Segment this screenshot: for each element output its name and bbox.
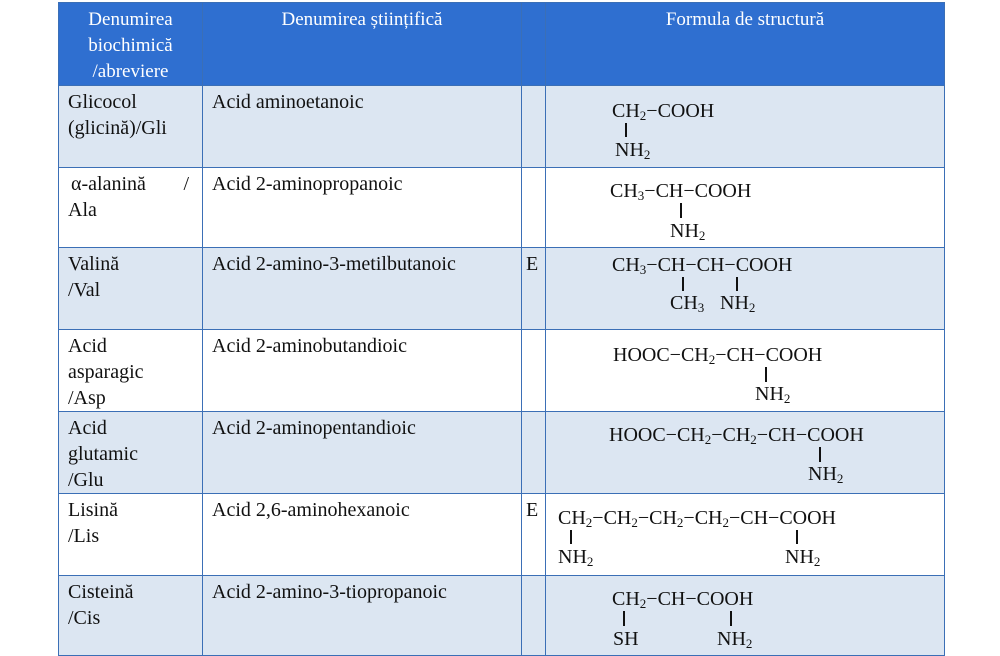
trivial-name-cell bbox=[59, 576, 203, 656]
note-cell: E bbox=[522, 494, 546, 576]
trivial-name-cell bbox=[59, 168, 203, 248]
bond-line bbox=[819, 447, 821, 462]
trivial-name: Valină bbox=[68, 253, 120, 275]
header-line: /abreviere bbox=[92, 61, 169, 82]
trivial-name: /Glu bbox=[68, 469, 104, 491]
trivial-name: glutamic bbox=[68, 443, 138, 465]
formula-main: $CH_2-CH-COOH$ bbox=[612, 588, 754, 611]
formula-substituent: $NH_2$ bbox=[717, 628, 753, 651]
formula-substituent: $NH_2$ bbox=[720, 292, 756, 315]
formula-substituent: $NH_2$ bbox=[808, 463, 844, 486]
bond-line bbox=[570, 530, 572, 544]
scientific-name-cell: Acid 2-aminobutandioic bbox=[203, 330, 522, 412]
bond-line bbox=[623, 611, 625, 626]
scientific-name-cell: Acid aminoetanoic bbox=[203, 86, 522, 168]
trivial-name: asparagic bbox=[68, 361, 144, 383]
formula-main: $HOOC-CH_2-CH_2-CH-COOH$ bbox=[609, 424, 864, 447]
scientific-name-cell: Acid 2,6-aminohexanoic bbox=[203, 494, 522, 576]
formula-cell bbox=[546, 168, 945, 248]
table-row bbox=[59, 248, 945, 330]
table-row bbox=[59, 576, 945, 656]
header-line: Denumirea bbox=[88, 9, 173, 30]
note-cell bbox=[522, 86, 546, 168]
bond-line bbox=[796, 530, 798, 544]
note-cell bbox=[522, 412, 546, 494]
trivial-name: Glicocol bbox=[68, 91, 137, 113]
trivial-name: /Cis bbox=[68, 607, 101, 629]
formula-substituent: $NH_2$ bbox=[785, 546, 821, 569]
scientific-name-cell: Acid 2-amino-3-metilbutanoic bbox=[203, 248, 522, 330]
formula-substituent: $NH_2$ bbox=[755, 383, 791, 406]
formula-cell bbox=[546, 248, 945, 330]
formula-cell bbox=[546, 330, 945, 412]
formula-substituent: $NH_2$ bbox=[670, 220, 706, 243]
header-formula: Formula de structură bbox=[546, 3, 945, 86]
trivial-name: /Asp bbox=[68, 387, 106, 409]
header-line: biochimică bbox=[88, 35, 173, 56]
header-scientific-name: Denumirea științifică bbox=[203, 3, 522, 86]
formula-cell bbox=[546, 576, 945, 656]
trivial-name-line bbox=[68, 171, 194, 197]
trivial-name: α-alanină bbox=[71, 173, 146, 195]
bond-line bbox=[765, 367, 767, 382]
header-trivial-name bbox=[59, 3, 203, 86]
table-row bbox=[59, 412, 945, 494]
table-row bbox=[59, 86, 945, 168]
trivial-name-cell bbox=[59, 412, 203, 494]
formula-main: $HOOC-CH_2-CH-COOH$ bbox=[613, 344, 823, 367]
note-cell bbox=[522, 330, 546, 412]
trivial-name: (glicină)/Gli bbox=[68, 117, 167, 139]
formula-substituent: $CH_3$ bbox=[670, 292, 705, 315]
header-empty bbox=[522, 3, 546, 86]
trivial-name: /Val bbox=[68, 279, 101, 301]
scientific-name-cell: Acid 2-amino-3-tiopropanoic bbox=[203, 576, 522, 656]
trivial-name-cell bbox=[59, 494, 203, 576]
formula-main: $CH_3-CH-COOH$ bbox=[610, 180, 752, 203]
bond-line bbox=[736, 277, 738, 291]
trivial-name: Cisteină bbox=[68, 581, 134, 603]
formula-substituent: $NH_2$ bbox=[615, 139, 651, 162]
trivial-name-cell bbox=[59, 86, 203, 168]
note-cell bbox=[522, 576, 546, 656]
table-row bbox=[59, 168, 945, 248]
trivial-name: Ala bbox=[68, 199, 97, 221]
table-row bbox=[59, 330, 945, 412]
bond-line bbox=[625, 123, 627, 137]
note-cell bbox=[522, 168, 546, 248]
trivial-name: Acid bbox=[68, 335, 107, 357]
trivial-name: /Lis bbox=[68, 525, 100, 547]
trivial-name-cell bbox=[59, 248, 203, 330]
trivial-name: Acid bbox=[68, 417, 107, 439]
table-row bbox=[59, 494, 945, 576]
formula-main: $CH_2-COOH$ bbox=[612, 100, 715, 123]
note-cell: E bbox=[522, 248, 546, 330]
bond-line bbox=[682, 277, 684, 291]
formula-main: $CH_2-CH_2-CH_2-CH_2-CH-COOH$ bbox=[558, 507, 836, 530]
scientific-name-cell: Acid 2-aminopentandioic bbox=[203, 412, 522, 494]
bond-line bbox=[730, 611, 732, 626]
formula-cell bbox=[546, 412, 945, 494]
header-row bbox=[59, 3, 945, 86]
amino-acid-table bbox=[58, 2, 945, 656]
formula-substituent: $NH_2$ bbox=[558, 546, 594, 569]
scientific-name-cell: Acid 2-aminopropanoic bbox=[203, 168, 522, 248]
formula-cell bbox=[546, 494, 945, 576]
formula-substituent: SH bbox=[613, 628, 639, 650]
formula-cell bbox=[546, 86, 945, 168]
formula-main: $CH_3-CH-CH-COOH$ bbox=[612, 254, 793, 277]
trivial-name: / bbox=[183, 173, 189, 195]
trivial-name: Lisină bbox=[68, 499, 118, 521]
bond-line bbox=[680, 203, 682, 218]
trivial-name-cell bbox=[59, 330, 203, 412]
